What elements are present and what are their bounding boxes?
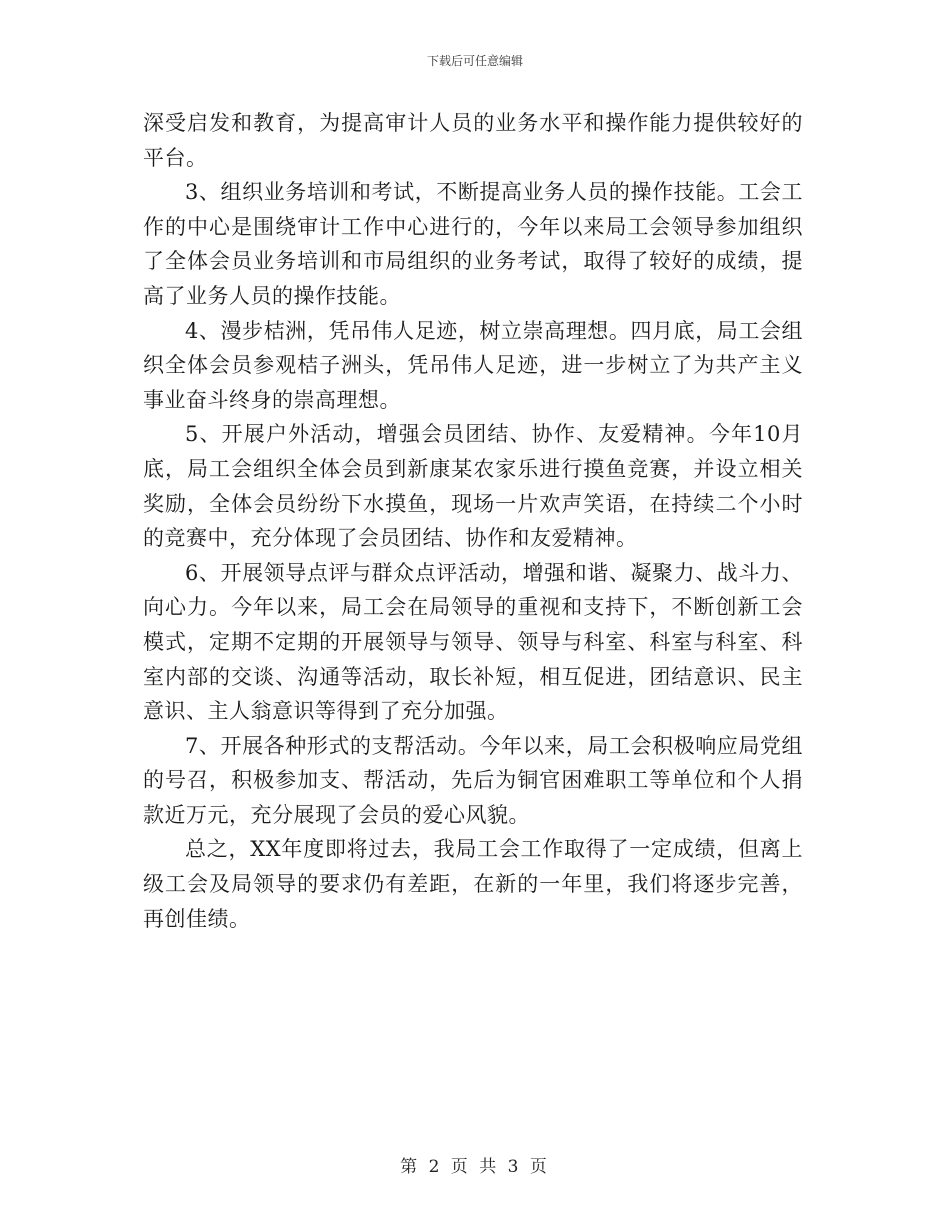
- paragraph-item-3: 3、组织业务培训和考试，不断提高业务人员的操作技能。工会工作的中心是围绕审计工作中心进行的，今年以来局工会领导参加组织了全体会员业务培训和市局组织的业务考试，取得了较好的成绩，提高了业务人员的操作技能。: [143, 180, 803, 308]
- paragraph-item-5: 5、开展户外活动，增强会员团结、协作、友爱精神。今年10月底，局工会组织全体会员到新康某农家乐进行摸鱼竞赛，并设立相关奖励，全体会员纷纷下水摸鱼，现场一片欢声笑语，在持续二个小时的竞赛中，充分体现了会员团结、协作和友爱精神。: [143, 422, 803, 551]
- paragraph-summary: 总之，XX年度即将过去，我局工会工作取得了一定成绩，但离上级工会及局领导的要求仍有差距，在新的一年里，我们将逐步完善，再创佳绩。: [143, 837, 803, 931]
- paragraph-item-6: 6、开展领导点评与群众点评活动，增强和谐、凝聚力、战斗力、向心力。今年以来，局工会在局领导的重视和支持下，不断创新工会模式，定期不定期的开展领导与领导、领导与科室、科室与科室、科室内部的交谈、沟通等活动，取长补短，相互促进，团结意识、民主意识、主人翁意识等得到了充分加强。: [143, 560, 803, 724]
- document-body: [143, 106, 803, 936]
- paragraph-continuation: 深受启发和教育，为提高审计人员的业务水平和操作能力提供较好的平台。: [143, 111, 803, 170]
- page-header: 下载后可任意编辑: [426, 54, 523, 68]
- paragraph-item-7: 7、开展各种形式的支帮活动。今年以来，局工会积极响应局党组的号召，积极参加支、帮活动，先后为铜官困难职工等单位和个人捐款近万元，充分展现了会员的爱心风貌。: [143, 733, 803, 827]
- page-number-footer: 第 2 页 共 3 页: [400, 1157, 550, 1177]
- paragraph-item-4: 4、漫步桔洲，凭吊伟人足迹，树立崇高理想。四月底，局工会组织全体会员参观桔子洲头，凭吊伟人足迹，进一步树立了为共产主义事业奋斗终身的崇高理想。: [143, 318, 803, 412]
